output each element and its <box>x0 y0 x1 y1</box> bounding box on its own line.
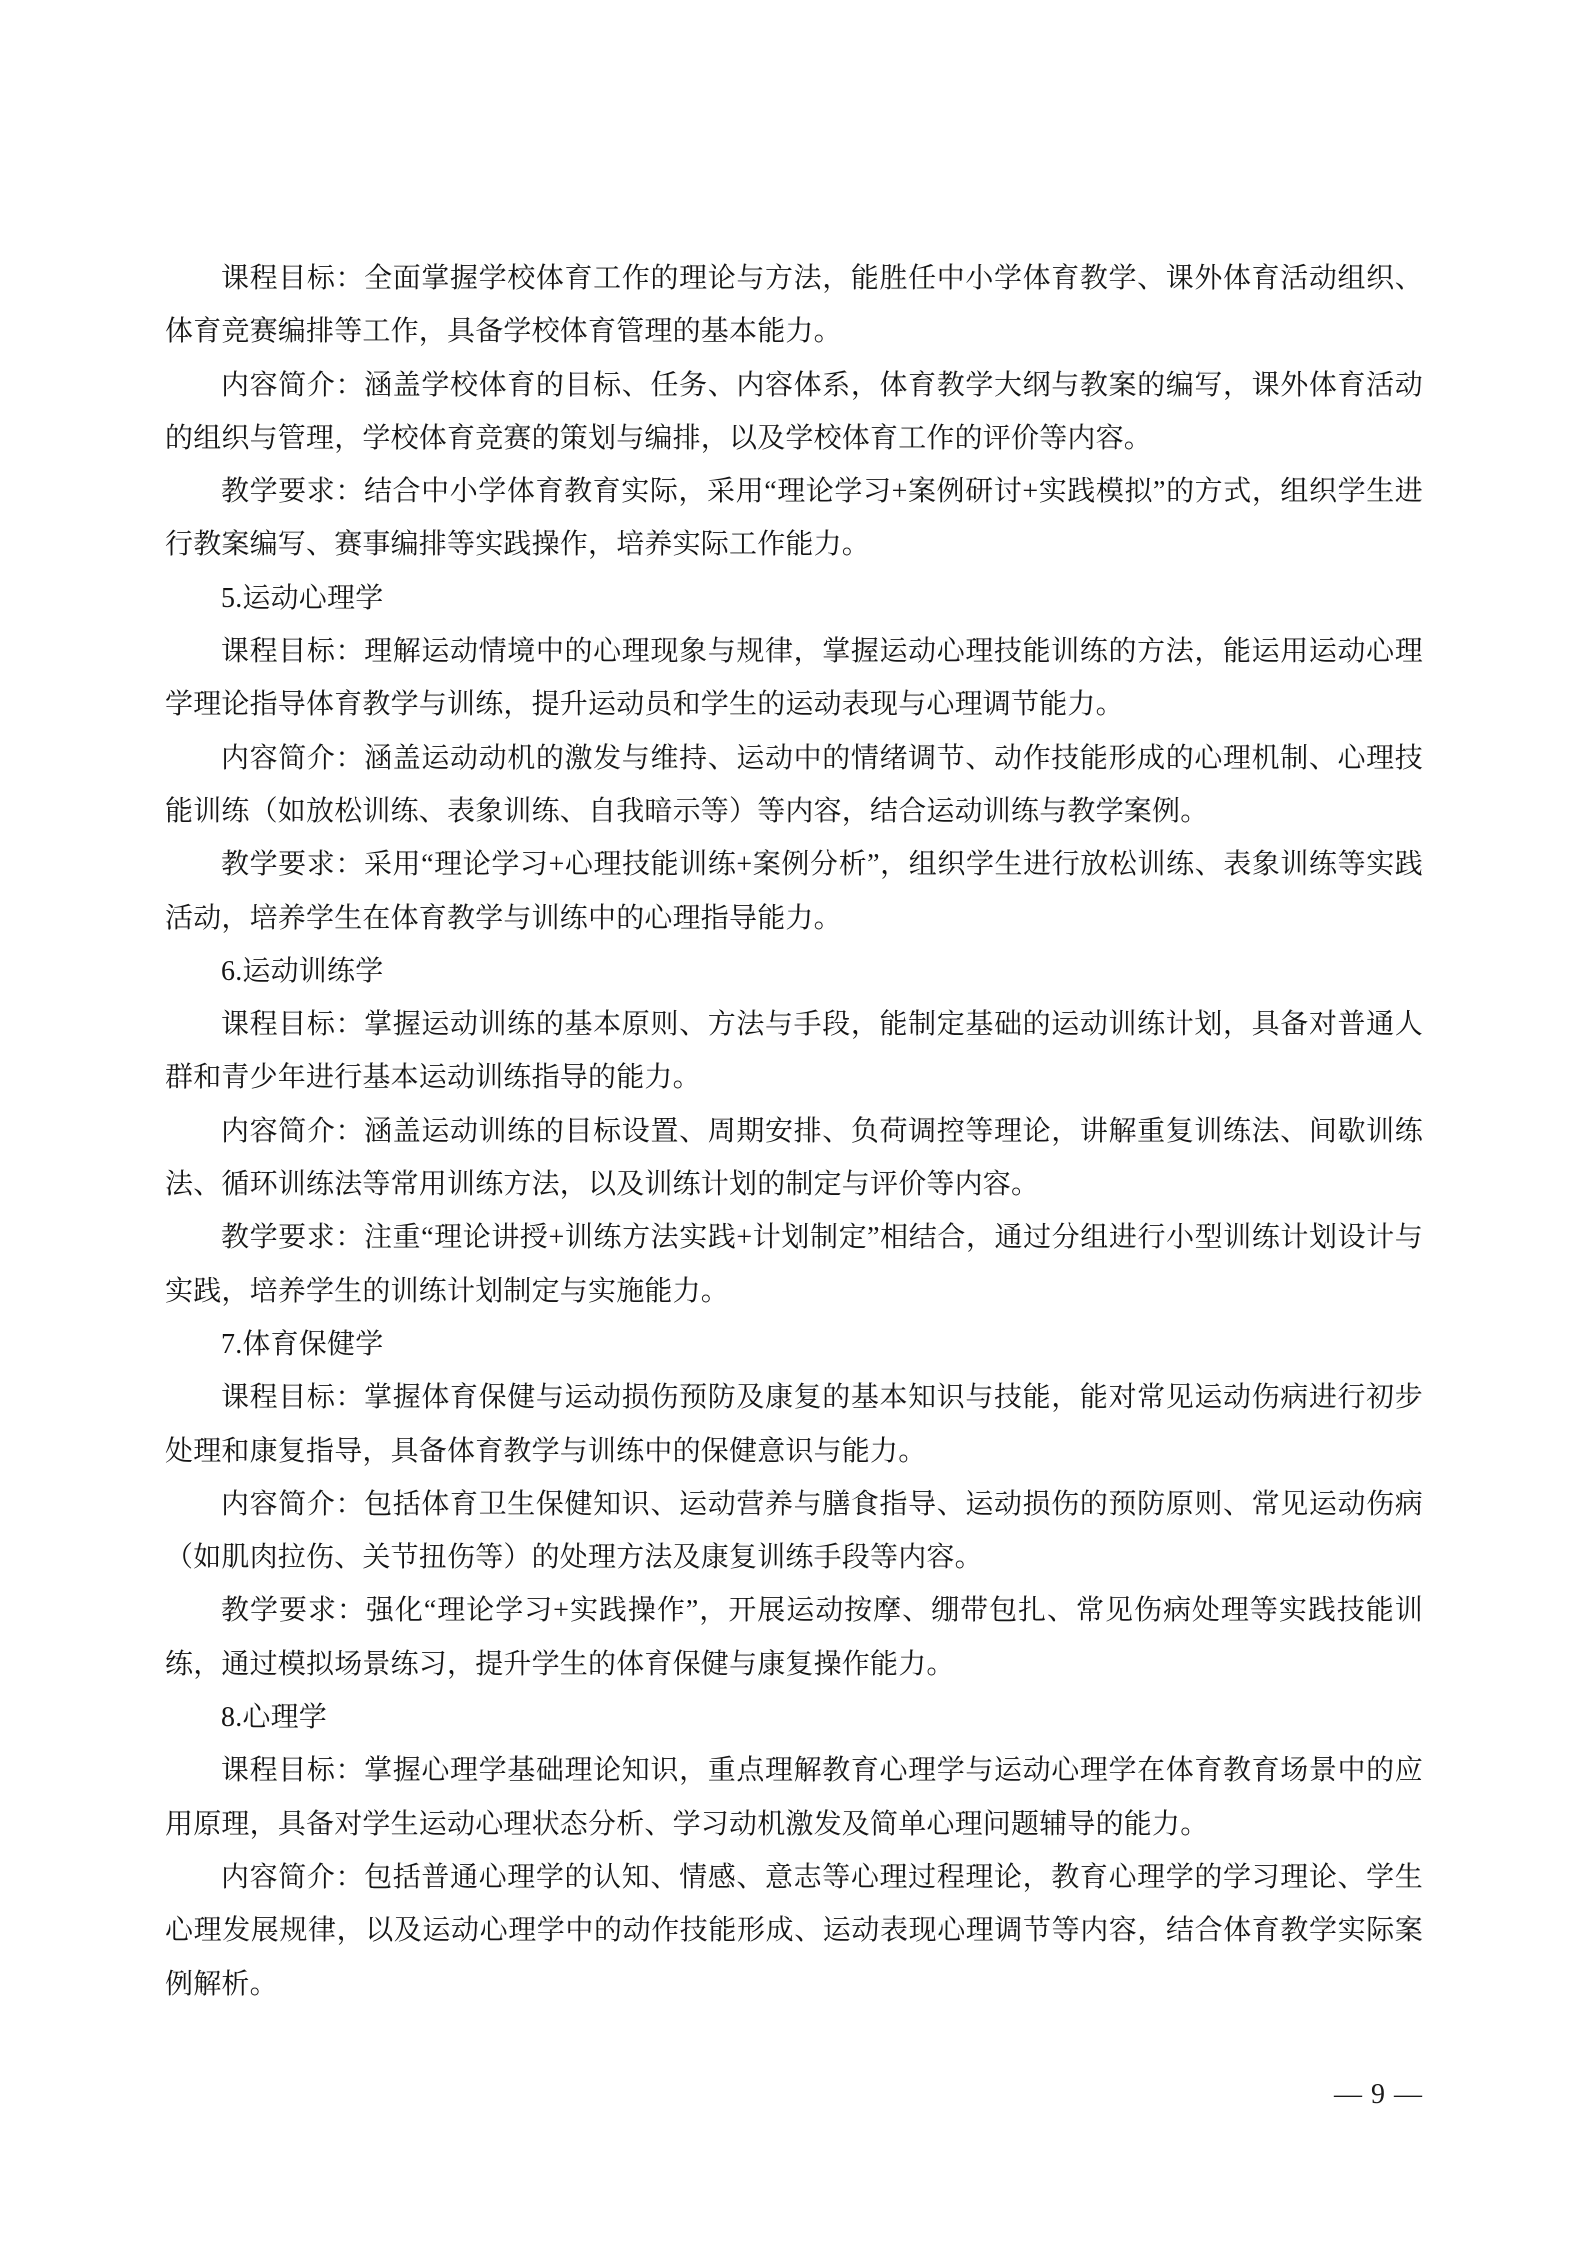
paragraph-course-objective-sport-psychology: 课程目标：理解运动情境中的心理现象与规律，掌握运动心理技能训练的方法，能运用运动心理学理论指导体育教学与训练，提升运动员和学生的运动表现与心理调节能力。 <box>165 636 1423 721</box>
page-number: — 9 — <box>1334 2079 1423 2110</box>
section-heading-6-sport-training: 6.运动训练学 <box>221 955 384 987</box>
paragraph-teaching-requirement-sport-training: 教学要求：注重“理论讲授+训练方法实践+计划制定”相结合，通过分组进行小型训练计划设计与实践，培养学生的训练计划制定与实施能力。 <box>165 1222 1423 1307</box>
paragraph-course-objective-school-pe: 课程目标：全面掌握学校体育工作的理论与方法，能胜任中小学体育教学、课外体育活动组织、体育竞赛编排等工作，具备学校体育管理的基本能力。 <box>165 263 1423 348</box>
paragraph-course-objective-sports-health-care: 课程目标：掌握体育保健与运动损伤预防及康复的基本知识与技能，能对常见运动伤病进行初步处理和康复指导，具备体育教学与训练中的保健意识与能力。 <box>165 1382 1423 1467</box>
paragraph-teaching-requirement-sports-health-care: 教学要求：强化“理论学习+实践操作”，开展运动按摩、绷带包扎、常见伤病处理等实践技能训练，通过模拟场景练习，提升学生的体育保健与康复操作能力。 <box>165 1595 1423 1680</box>
paragraph-content-intro-psychology: 内容简介：包括普通心理学的认知、情感、意志等心理过程理论，教育心理学的学习理论、学生心理发展规律，以及运动心理学中的动作技能形成、运动表现心理调节等内容，结合体育教学实际案例解析。 <box>165 1861 1423 2000</box>
section-heading-7-sports-health-care: 7.体育保健学 <box>221 1328 384 1360</box>
section-heading-8-psychology: 8.心理学 <box>221 1702 328 1734</box>
paragraph-content-intro-sports-health-care: 内容简介：包括体育卫生保健知识、运动营养与膳食指导、运动损伤的预防原则、常见运动伤病（如肌肉拉伤、关节扭伤等）的处理方法及康复训练手段等内容。 <box>165 1488 1423 1574</box>
paragraph-course-objective-psychology: 课程目标：掌握心理学基础理论知识，重点理解教育心理学与运动心理学在体育教育场景中的应用原理，具备对学生运动心理状态分析、学习动机激发及简单心理问题辅导的能力。 <box>165 1755 1423 1840</box>
page-body <box>165 252 1423 2011</box>
section-heading-5-sport-psychology: 5.运动心理学 <box>221 582 384 614</box>
paragraph-course-objective-sport-training: 课程目标：掌握运动训练的基本原则、方法与手段，能制定基础的运动训练计划，具备对普通人群和青少年进行基本运动训练指导的能力。 <box>165 1009 1423 1094</box>
paragraph-content-intro-school-pe: 内容简介：涵盖学校体育的目标、任务、内容体系，体育教学大纲与教案的编写，课外体育活动的组织与管理，学校体育竞赛的策划与编排，以及学校体育工作的评价等内容。 <box>165 369 1423 454</box>
paragraph-content-intro-sport-psychology: 内容简介：涵盖运动动机的激发与维持、运动中的情绪调节、动作技能形成的心理机制、心理技能训练（如放松训练、表象训练、自我暗示等）等内容，结合运动训练与教学案例。 <box>165 742 1423 827</box>
paragraph-teaching-requirement-school-pe: 教学要求：结合中小学体育教育实际，采用“理论学习+案例研讨+实践模拟”的方式，组织学生进行教案编写、赛事编排等实践操作，培养实际工作能力。 <box>165 476 1423 561</box>
paragraph-content-intro-sport-training: 内容简介：涵盖运动训练的目标设置、周期安排、负荷调控等理论，讲解重复训练法、间歇训练法、循环训练法等常用训练方法，以及训练计划的制定与评价等内容。 <box>165 1115 1423 1201</box>
paragraph-teaching-requirement-sport-psychology: 教学要求：采用“理论学习+心理技能训练+案例分析”，组织学生进行放松训练、表象训练等实践活动，培养学生在体育教学与训练中的心理指导能力。 <box>165 849 1423 934</box>
